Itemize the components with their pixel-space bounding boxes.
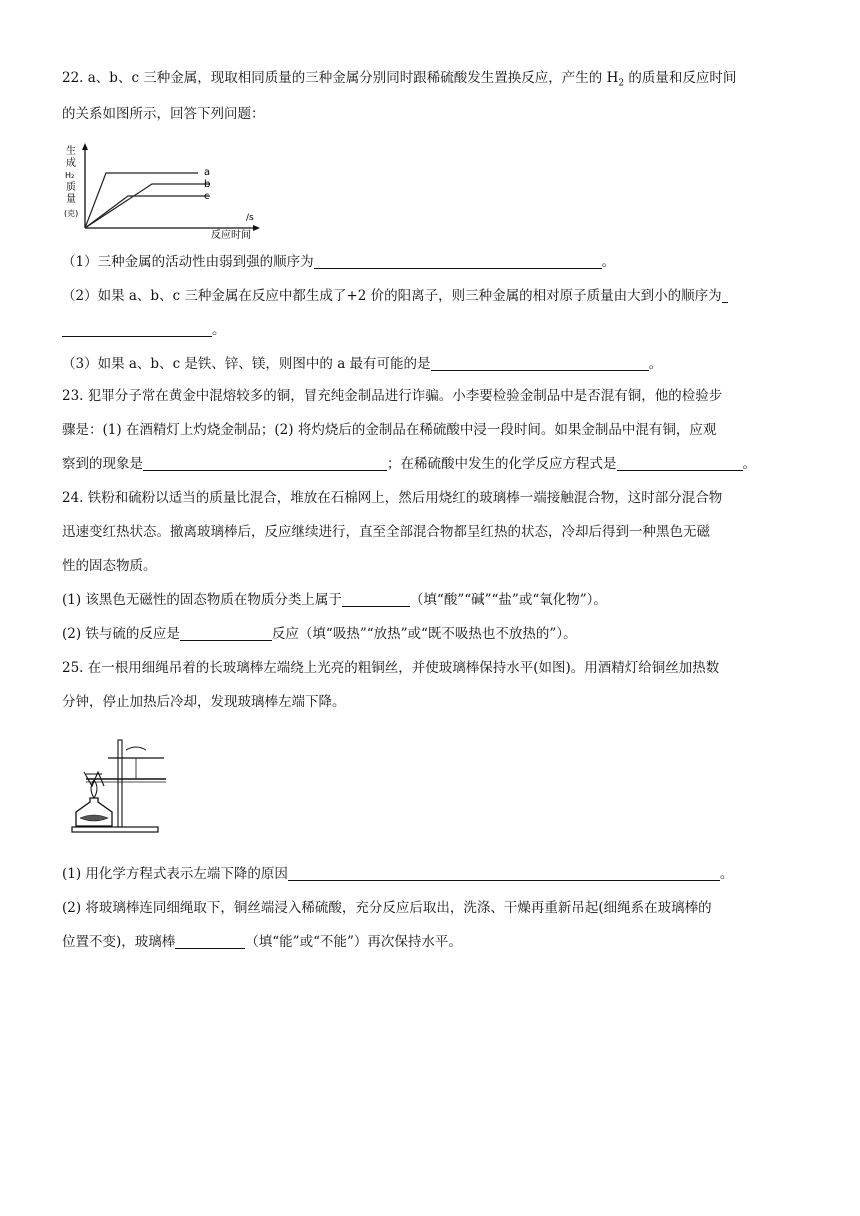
- q22-part3-blank[interactable]: [431, 356, 649, 371]
- curve-b: [85, 184, 210, 228]
- q22-part2-end: 。: [212, 322, 226, 338]
- q25-part2-blank[interactable]: [175, 934, 245, 949]
- ylabel-1: 生: [66, 146, 76, 157]
- q25-part2-hint: （填“能”或“不能”）再次保持水平。: [245, 934, 462, 950]
- q24-part1-text: (1) 该黑色无磁性的固态物质在物质分类上属于: [62, 592, 342, 608]
- q22-part1-end: 。: [601, 254, 616, 270]
- q25-line1: 25. 在一根用细绳吊着的长玻璃棒左端绕上光亮的粗铜丝，并使玻璃棒保持水平(如图)。用酒精灯给铜丝加热数: [62, 660, 720, 676]
- q24-line2: 迅速变红热状态。撤离玻璃棒后，反应继续进行，直至全部混合物都呈红热的状态，冷却后得到一种黑色无磁: [62, 524, 710, 540]
- q25-part2-text: 位置不变)，玻璃棒: [62, 934, 176, 950]
- ylabel-6: (克): [64, 209, 79, 218]
- q25-part2-line1: (2) 将玻璃棒连同细绳取下，铜丝端浸入稀硫酸，充分反应后取出，洗涤、干燥再重新吊起(细绳系在玻璃棒的: [62, 900, 712, 916]
- q23-line2: 骤是：(1) 在酒精灯上灼烧金制品；(2) 将灼烧后的金制品在稀硫酸中浸一段时间。如果金制品中混有铜，应观: [62, 422, 717, 438]
- q22-text: 22. a、b、c 三种金属，现取相同质量的三种金属分别同时跟稀硫酸发生置换反应，产生的 H: [62, 70, 619, 86]
- curve-c-label: c: [204, 191, 210, 202]
- q22-part1-blank[interactable]: [314, 254, 602, 269]
- q24-part2-text: (2) 铁与硫的反应是: [62, 626, 180, 642]
- q25-part1: [62, 864, 733, 884]
- q22-part2-text: （2）如果 a、b、c 三种金属在反应中都生成了+2 价的阳离子，则三种金属的相对原子质量由大到小的顺序为: [62, 288, 722, 304]
- x-axis-arrow-icon: [253, 225, 260, 231]
- lamp-fuel: [80, 815, 108, 821]
- ylabel-2: 成: [66, 158, 76, 169]
- ylabel-4: 质: [66, 182, 76, 193]
- ylabel-5: 量: [66, 194, 76, 205]
- q22-subscript: 2: [618, 78, 625, 89]
- q23-line3-end: 。: [742, 456, 756, 472]
- stand-base: [72, 827, 158, 832]
- q23-line3-text: 察到的现象是: [62, 456, 143, 472]
- q24-part1: [62, 590, 607, 610]
- q23-phenomenon-blank[interactable]: [143, 456, 387, 471]
- q24-part2-hint: 反应（填“吸热”“放热”或“既不吸热也不放热的”）。: [271, 626, 577, 642]
- q22-part3-text: （3）如果 a、b、c 是铁、锌、镁，则图中的 a 最有可能的是: [62, 356, 431, 372]
- clamp-screw: [126, 747, 146, 750]
- q25-part1-blank[interactable]: [288, 866, 720, 881]
- stand-rod: [118, 740, 122, 827]
- q25-line2: 分钟，停止加热后冷却，发现玻璃棒左端下降。: [62, 694, 346, 710]
- q23-line1: 23. 犯罪分子常在黄金中混熔较多的铜，冒充纯金制品进行诈骗。小李要检验金制品中是否混有铜，他的检验步: [62, 388, 723, 404]
- q22-line1: [62, 68, 736, 94]
- q22-part2-blank-start[interactable]: [722, 288, 728, 303]
- q25-part2-line2: [62, 932, 462, 952]
- y-axis-arrow-icon: [82, 143, 88, 150]
- q22-part1-text: （1）三种金属的活动性由弱到强的顺序为: [62, 254, 314, 270]
- q24-line3: 性的固态物质。: [62, 558, 157, 574]
- curve-a: [85, 173, 198, 228]
- q22-part3-end: 。: [648, 356, 663, 372]
- q22-part2-cont: [62, 320, 226, 340]
- q22-line2: 的关系如图所示，回答下列问题：: [62, 106, 265, 122]
- q22-text-tail: 的质量和反应时间: [624, 70, 737, 86]
- alcohol-lamp: [76, 798, 112, 826]
- curve-a-label: a: [204, 167, 211, 178]
- q25-part1-text: (1) 用化学方程式表示左端下降的原因: [62, 866, 288, 882]
- xunit: /s: [246, 213, 254, 223]
- q22-part3: [62, 354, 662, 374]
- q23-line3: [62, 454, 756, 474]
- q24-part1-hint: （填“酸”“碱”“盐”或“氧化物”）。: [409, 592, 607, 608]
- h2-mass-time-graph: [60, 140, 280, 240]
- curve-c: [85, 196, 210, 228]
- ylabel-3: H₂: [65, 171, 75, 180]
- curve-b-label: b: [204, 179, 211, 190]
- q24-part2: [62, 624, 577, 644]
- q22-part2-blank[interactable]: [62, 322, 212, 337]
- q23-equation-blank[interactable]: [617, 456, 743, 471]
- q24-part1-blank[interactable]: [342, 592, 410, 607]
- xlabel: 反应时间: [211, 230, 251, 240]
- q22-part2: [62, 286, 728, 306]
- q23-line3-text-b: ；在稀硫酸中发生的化学反应方程式是: [387, 456, 617, 472]
- q25-part1-end: 。: [719, 866, 734, 882]
- q24-part2-blank[interactable]: [180, 626, 272, 641]
- q24-line1: 24. 铁粉和硫粉以适当的质量比混合，堆放在石棉网上，然后用烧红的玻璃棒一端接触混合物，这时部分混合物: [62, 490, 723, 506]
- glass-rod-apparatus-figure: [68, 736, 178, 836]
- q22-part1: [62, 252, 615, 272]
